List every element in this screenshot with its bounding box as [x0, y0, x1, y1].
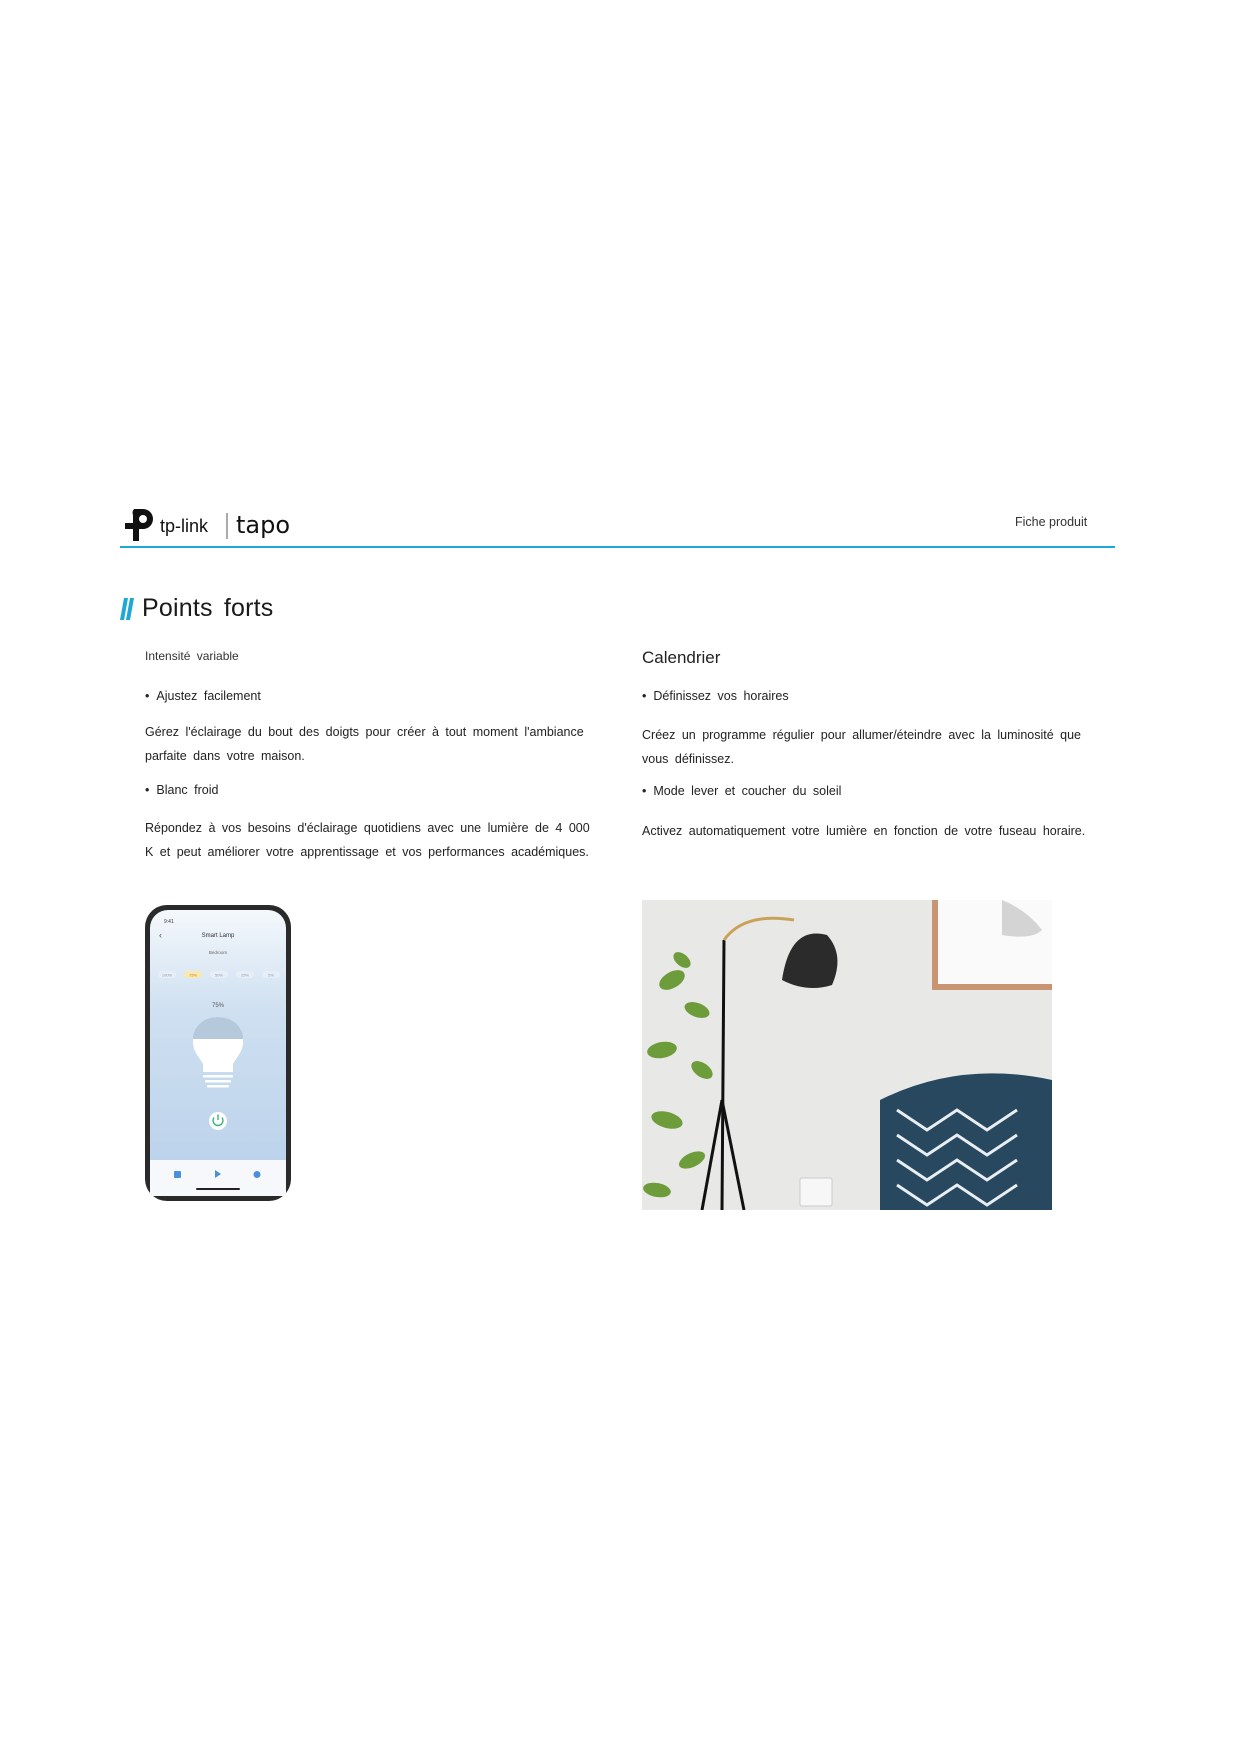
right-bullet-1: • Définissez vos horaires	[642, 685, 789, 709]
app-room: Bedroom	[208, 950, 228, 955]
right-heading: Calendrier	[642, 648, 721, 667]
tplink-tapo-logo	[120, 505, 320, 545]
right-paragraph-2: Activez automatiquement votre lumière en fonction de votre fuseau horaire.	[642, 824, 1086, 838]
timer-tab-icon	[254, 1171, 261, 1178]
right-paragraph-1: Créez un programme régulier pour allumer/éteindre avec la luminosité que vous définissez.	[642, 728, 1082, 766]
calendar-tab-icon	[174, 1171, 181, 1178]
phone-app-image	[142, 903, 294, 1203]
left-bullet-2: • Blanc froid	[145, 779, 218, 803]
brand-tplink-text: tp-link	[160, 516, 209, 536]
app-title: Smart Lamp	[201, 933, 235, 939]
svg-text:100%: 100%	[161, 972, 173, 978]
back-chevron-icon: ‹	[159, 930, 162, 940]
section-title: Points forts	[142, 594, 274, 622]
status-time: 9:41	[164, 919, 174, 925]
svg-text:25%: 25%	[240, 972, 250, 978]
brand-tapo-text: tapo	[236, 511, 291, 539]
left-heading: Intensité variable	[145, 649, 239, 663]
doc-type-label: Fiche produit	[1015, 515, 1088, 529]
room-photo-image	[642, 900, 1052, 1210]
left-bullet-1: • Ajustez facilement	[145, 685, 261, 709]
brightness-label: 75%	[211, 1003, 225, 1009]
right-bullet-2: • Mode lever et coucher du soleil	[642, 780, 841, 804]
left-paragraph-2: Répondez à vos besoins d'éclairage quotidiens avec une lumière de 4 000 K et peut améliorer votre apprentissage et vos performances académiques.	[145, 821, 590, 859]
left-paragraph-1: Gérez l'éclairage du bout des doigts pour créer à tout moment l'ambiance parfaite dans votre maison.	[145, 725, 584, 763]
header-divider	[120, 546, 1115, 548]
section-accent-icon	[120, 598, 134, 620]
tplink-mark-icon	[125, 509, 153, 541]
svg-text:5%: 5%	[268, 972, 274, 978]
svg-text:50%: 50%	[214, 972, 224, 978]
svg-text:75%: 75%	[188, 972, 198, 978]
power-button-icon	[209, 1112, 227, 1130]
